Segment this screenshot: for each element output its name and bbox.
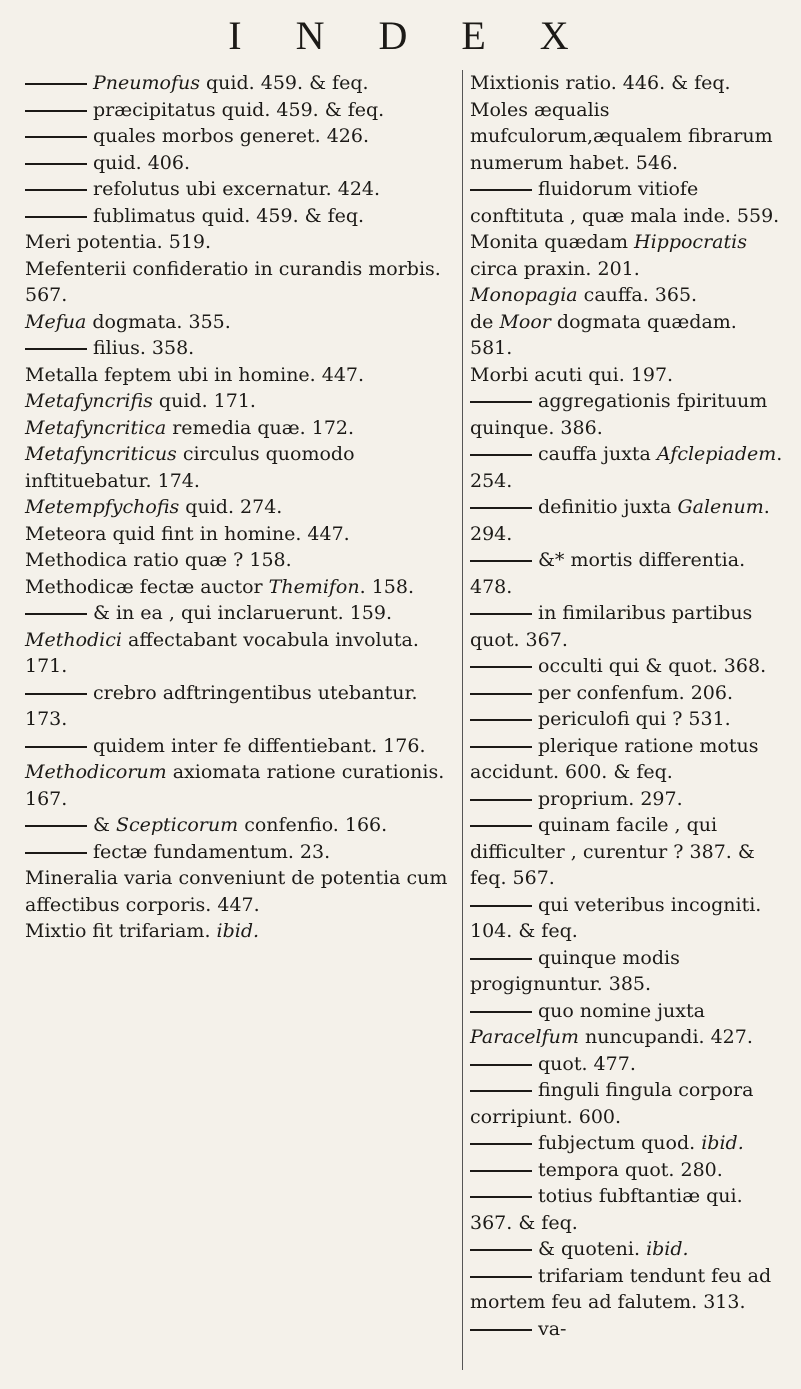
index-entry bbox=[470, 680, 785, 707]
entry-text: quid. 171. bbox=[152, 390, 256, 412]
entry-text: nuncupandi. 427. bbox=[578, 1026, 753, 1048]
entry-text: affectabant vocabula involuta. 171. bbox=[25, 628, 419, 677]
index-entry bbox=[470, 706, 785, 733]
entry-term: Scepticorum bbox=[115, 814, 239, 836]
index-entry bbox=[470, 441, 785, 494]
entry-text: & bbox=[93, 814, 116, 836]
index-entry bbox=[470, 1183, 785, 1236]
entry-term: Metafyncriticus bbox=[25, 443, 177, 465]
entry-term: Afclepiadem bbox=[656, 443, 777, 465]
repeat-dash bbox=[470, 1249, 532, 1251]
entry-text: quidem inter fe diffentiebant. 176. bbox=[93, 734, 426, 757]
entry-text: circa praxin. 201. bbox=[470, 257, 640, 280]
index-entry bbox=[470, 1077, 785, 1130]
index-entry bbox=[25, 229, 460, 256]
entry-text: quid. 274. bbox=[179, 496, 283, 518]
repeat-dash bbox=[470, 189, 532, 191]
entry-text: & in ea , qui inclaruerunt. 159. bbox=[93, 602, 393, 624]
repeat-dash bbox=[470, 1196, 532, 1198]
entry-text: in fimilaribus partibus quot. 367. bbox=[470, 602, 753, 651]
index-entry bbox=[25, 203, 460, 230]
index-entry bbox=[25, 547, 460, 574]
entry-text: . 294. bbox=[470, 496, 770, 545]
entry-text: cauffa juxta bbox=[538, 443, 657, 465]
index-entry bbox=[25, 521, 460, 548]
repeat-dash bbox=[25, 825, 87, 827]
entry-term: Metempfychofis bbox=[25, 496, 180, 518]
entry-text: filius. 358. bbox=[93, 337, 195, 359]
index-entry bbox=[470, 600, 785, 653]
entry-term: Pneumofus bbox=[93, 72, 200, 94]
entry-term: Metafyncrifis bbox=[25, 390, 153, 412]
entry-text: proprium. 297. bbox=[538, 787, 683, 810]
repeat-dash bbox=[470, 825, 532, 827]
index-entry bbox=[25, 97, 460, 124]
entry-text: crebro adftringentibus utebantur. 173. bbox=[25, 681, 418, 730]
entry-term: Themifon bbox=[268, 575, 360, 598]
repeat-dash bbox=[470, 1090, 532, 1092]
entry-text: quot. 477. bbox=[538, 1052, 636, 1075]
index-entry bbox=[25, 812, 460, 839]
entry-text: præcipitatus quid. 459. & feq. bbox=[93, 98, 385, 121]
entry-text: Metalla feptem ubi in homine. 447. bbox=[25, 363, 365, 386]
repeat-dash bbox=[25, 189, 87, 191]
entry-term: ibid. bbox=[701, 1132, 744, 1154]
repeat-dash bbox=[470, 905, 532, 907]
repeat-dash bbox=[25, 136, 87, 138]
repeat-dash bbox=[470, 560, 532, 562]
repeat-dash bbox=[470, 507, 532, 509]
index-entry bbox=[25, 865, 460, 918]
repeat-dash bbox=[25, 83, 87, 85]
column-divider bbox=[462, 70, 463, 1370]
entry-text: Methodica ratio quæ ? 158. bbox=[25, 549, 292, 571]
entry-text: cauffa. 365. bbox=[577, 284, 698, 306]
index-entry bbox=[25, 415, 460, 442]
index-entry bbox=[25, 123, 460, 150]
index-entry bbox=[470, 892, 785, 945]
entry-text: quid. 406. bbox=[93, 151, 191, 174]
entry-term: Monopagia bbox=[470, 284, 578, 306]
entry-term: Moor bbox=[499, 310, 551, 333]
entry-term: Methodici bbox=[25, 628, 122, 651]
repeat-dash bbox=[25, 693, 87, 695]
entry-text: fectæ fundamentum. 23. bbox=[93, 840, 331, 863]
entry-text: quinque modis progignuntur. 385. bbox=[470, 946, 680, 995]
repeat-dash bbox=[470, 799, 532, 801]
index-entry bbox=[25, 918, 460, 945]
repeat-dash bbox=[25, 216, 87, 218]
index-entry bbox=[25, 362, 460, 389]
index-entry bbox=[25, 335, 460, 362]
entry-text: totius fubftantiæ qui. 367. & feq. bbox=[470, 1185, 743, 1234]
index-entry bbox=[470, 1157, 785, 1184]
index-entry bbox=[470, 786, 785, 813]
index-entry bbox=[470, 653, 785, 680]
entry-text: trifariam tendunt feu ad mortem feu ad falutem. 313. bbox=[470, 1264, 772, 1313]
repeat-dash bbox=[25, 746, 87, 748]
index-entry bbox=[25, 759, 460, 812]
index-entry bbox=[25, 839, 460, 866]
entry-text: Mefenterii confideratio in curandis morbis. 567. bbox=[25, 257, 441, 306]
entry-text: Meteora quid fint in homine. 447. bbox=[25, 522, 350, 545]
entry-text: quinam facile , qui difficulter , curentur ? 387. & feq. 567. bbox=[470, 814, 755, 889]
repeat-dash bbox=[470, 719, 532, 721]
entry-term: Hippocratis bbox=[634, 231, 747, 253]
entry-text: confenfio. 166. bbox=[238, 814, 388, 836]
entry-term: Metafyncritica bbox=[25, 416, 167, 439]
index-entry bbox=[470, 388, 785, 441]
index-entry bbox=[470, 229, 785, 282]
index-entry bbox=[470, 998, 785, 1051]
index-entry bbox=[25, 176, 460, 203]
repeat-dash bbox=[470, 958, 532, 960]
index-entry bbox=[470, 309, 785, 362]
repeat-dash bbox=[470, 1143, 532, 1145]
entry-text: . 158. bbox=[359, 575, 415, 598]
index-entry bbox=[470, 812, 785, 892]
entry-text: quid. 459. & feq. bbox=[199, 72, 369, 94]
entry-text: & quoteni. bbox=[538, 1238, 647, 1260]
entry-text: periculofi qui ? 531. bbox=[538, 708, 731, 730]
repeat-dash bbox=[470, 666, 532, 668]
entry-term: Paracelfum bbox=[470, 1026, 579, 1048]
index-entry bbox=[470, 1130, 785, 1157]
index-entry bbox=[470, 1051, 785, 1078]
page-title: I N D E X bbox=[228, 13, 591, 58]
entry-text: qui veteribus incogniti. 104. & feq. bbox=[470, 893, 762, 942]
index-entry bbox=[25, 388, 460, 415]
entry-text: dogmata quædam. 581. bbox=[470, 310, 737, 359]
index-entry bbox=[470, 1316, 785, 1343]
left-column bbox=[25, 70, 460, 945]
index-entry bbox=[25, 600, 460, 627]
repeat-dash bbox=[470, 1329, 532, 1331]
entry-term: Galenum bbox=[677, 496, 764, 518]
entry-text: axiomata ratione curationis. 167. bbox=[25, 761, 445, 810]
index-entry bbox=[25, 150, 460, 177]
entry-text: &* mortis differentia. 478. bbox=[470, 549, 746, 598]
index-entry bbox=[25, 70, 460, 97]
entry-text: occulti qui & quot. 368. bbox=[538, 655, 767, 677]
right-column bbox=[470, 70, 785, 1342]
index-entry bbox=[470, 945, 785, 998]
entry-term: Methodicorum bbox=[25, 761, 167, 783]
entry-text: Morbi acuti qui. 197. bbox=[470, 363, 674, 386]
index-entry bbox=[470, 282, 785, 309]
index-entry bbox=[25, 494, 460, 521]
repeat-dash bbox=[470, 1170, 532, 1172]
entry-text: fublimatus quid. 459. & feq. bbox=[93, 204, 365, 227]
repeat-dash bbox=[470, 613, 532, 615]
repeat-dash bbox=[25, 852, 87, 854]
index-entry bbox=[25, 733, 460, 760]
index-entry bbox=[25, 441, 460, 494]
entry-text: tempora quot. 280. bbox=[538, 1158, 723, 1181]
index-entry bbox=[25, 256, 460, 309]
entry-term: Mefua bbox=[25, 310, 87, 333]
entry-text: . 254. bbox=[470, 443, 783, 492]
index-entry bbox=[470, 494, 785, 547]
index-entry bbox=[25, 627, 460, 680]
entry-text: Mixtionis ratio. 446. & feq. bbox=[470, 72, 731, 94]
entry-text: circulus quomodo inftituebatur. 174. bbox=[25, 443, 355, 492]
index-entry bbox=[470, 70, 785, 97]
repeat-dash bbox=[25, 163, 87, 165]
index-entry bbox=[470, 1263, 785, 1316]
entry-text: quo nomine juxta bbox=[538, 999, 705, 1022]
entry-text: finguli fingula corpora corripiunt. 600. bbox=[470, 1079, 754, 1128]
entry-text: fluidorum vitiofe conftituta , quæ mala inde. 559. bbox=[470, 178, 780, 227]
entry-text: definitio juxta bbox=[538, 496, 678, 518]
index-entry bbox=[470, 1236, 785, 1263]
entry-text: Mineralia varia conveniunt de potentia cum affectibus corporis. 447. bbox=[25, 867, 448, 916]
entry-text: aggregationis fpirituum quinque. 386. bbox=[470, 390, 768, 439]
index-entry bbox=[470, 547, 785, 600]
entry-text: Moles æqualis mufculorum,æqualem fibrarum numerum habet. 546. bbox=[470, 98, 773, 174]
index-entry bbox=[470, 733, 785, 786]
entry-text: per confenfum. 206. bbox=[538, 681, 734, 704]
repeat-dash bbox=[470, 1011, 532, 1013]
entry-text: remedia quæ. 172. bbox=[166, 416, 355, 439]
index-entry bbox=[25, 680, 460, 733]
entry-text: de bbox=[470, 310, 500, 333]
entry-term: ibid. bbox=[216, 920, 260, 942]
entry-text: Monita quædam bbox=[470, 231, 635, 253]
repeat-dash bbox=[25, 348, 87, 350]
repeat-dash bbox=[470, 693, 532, 695]
entry-text: refolutus ubi excernatur. 424. bbox=[93, 178, 381, 200]
repeat-dash bbox=[25, 110, 87, 112]
entry-text: va- bbox=[538, 1317, 567, 1340]
entry-text: Methodicæ fectæ auctor bbox=[25, 575, 269, 598]
index-entry bbox=[470, 176, 785, 229]
entry-term: ibid. bbox=[646, 1238, 689, 1260]
repeat-dash bbox=[470, 401, 532, 403]
index-entry bbox=[25, 574, 460, 601]
repeat-dash bbox=[25, 613, 87, 615]
entry-text: Mixtio fit trifariam. bbox=[25, 920, 217, 942]
entry-text: quales morbos generet. 426. bbox=[93, 125, 370, 147]
repeat-dash bbox=[470, 1064, 532, 1066]
index-entry bbox=[470, 97, 785, 177]
repeat-dash bbox=[470, 1276, 532, 1278]
entry-text: Meri potentia. 519. bbox=[25, 231, 212, 253]
entry-text: dogmata. 355. bbox=[86, 310, 231, 333]
entry-text: fubjectum quod. bbox=[538, 1132, 702, 1154]
repeat-dash bbox=[470, 746, 532, 748]
index-entry bbox=[25, 309, 460, 336]
repeat-dash bbox=[470, 454, 532, 456]
index-entry bbox=[470, 362, 785, 389]
entry-text: plerique ratione motus accidunt. 600. & feq. bbox=[470, 734, 759, 783]
